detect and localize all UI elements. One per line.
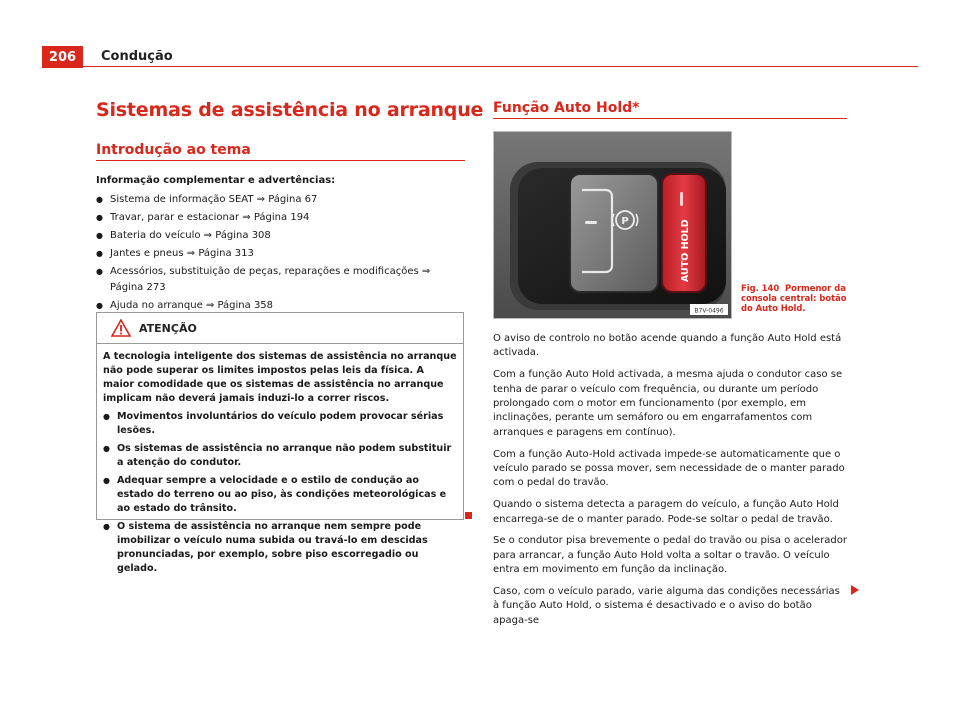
svg-text:P: P	[621, 216, 629, 227]
list-item: ● Travar, parar e estacionar ⇒ Página 194	[96, 210, 466, 226]
chapter-title: Condução	[101, 49, 173, 64]
section-end-marker	[465, 512, 472, 519]
list-item: ● Bateria do veículo ⇒ Página 308	[96, 228, 466, 244]
auto-hold-label: AUTO HOLD	[680, 219, 691, 282]
warning-title: ATENÇÃO	[139, 321, 197, 335]
warning-box	[96, 312, 464, 574]
console-photo	[494, 132, 731, 318]
info-heading: Informação complementar e advertências:	[96, 175, 336, 186]
continue-arrow-icon	[850, 585, 860, 595]
right-column	[493, 332, 847, 636]
body-paragraph: Quando o sistema detecta a paragem do veículo, a função Auto Hold encarrega-se de o manter parado. Pode-se soltar o pedal de travão.	[493, 499, 839, 525]
warning-item: ● O sistema de assistência no arranque nem sempre pode imobilizar o veículo numa subida ou travá-lo em descidas pronunciadas, por exemplo, sobre piso escorregadio ou gelado.	[103, 520, 457, 576]
header-rule	[83, 66, 918, 67]
reference-list	[96, 192, 466, 314]
body-paragraph: Se o condutor pisa brevemente o pedal do travão ou pisa o acelerador para arrancar, a função Auto Hold volta a soltar o travão. O veículo entra em movimento em função da inclinação.	[493, 535, 848, 576]
page-number: 206	[42, 46, 83, 68]
warning-item: ● Os sistemas de assistência no arranque não podem substituir a atenção do condutor.	[103, 442, 457, 470]
left-column	[96, 173, 466, 316]
list-item: ● Sistema de informação SEAT ⇒ Página 67	[96, 192, 466, 208]
warning-body	[97, 344, 463, 576]
body-paragraph: Caso, com o veículo parado, varie alguma das condições necessárias à função Auto Hold, o sistema é desactivado e o aviso do botão apaga-se	[493, 586, 840, 626]
section-subtitle: Introdução ao tema	[96, 142, 251, 158]
figure-caption-text: Pormenor da consola central: botão do Auto Hold.	[741, 283, 847, 313]
figure-auto-hold	[493, 131, 732, 319]
list-item: ● Jantes e pneus ⇒ Página 313	[96, 246, 466, 262]
list-item: ● Ajuda no arranque ⇒ Página 358	[96, 298, 466, 314]
section-title-rule	[493, 118, 847, 119]
warning-header	[97, 313, 463, 344]
warning-item: ● Adequar sempre a velocidade e o estilo de condução ao estado do terreno ou ao piso, às condições meteorológicas e ao estado do trânsito.	[103, 474, 457, 516]
figure-caption	[741, 283, 851, 313]
warning-item: ● Movimentos involuntários do veículo podem provocar sérias lesões.	[103, 410, 457, 438]
body-paragraph: Com a função Auto Hold activada, a mesma ajuda o condutor caso se tenha de parar o veículo com frequência, ou durante um período prolongado com o motor em funcionamento (por exemplo, em inclinações, perante um semáforo ou em engarrafamentos com arranques e paragens em contínuo).	[493, 369, 843, 438]
figure-code: B7V-0496	[694, 307, 724, 315]
body-paragraph: Com a função Auto-Hold activada impede-se automaticamente que o veículo parado se possa mover, sem necessidade de o manter parado com o pedal do travão.	[493, 448, 845, 489]
list-item: ● Acessórios, substituição de peças, reparações e modificações ⇒ Página 273	[96, 264, 466, 296]
body-paragraph: O aviso de controlo no botão acende quando a função Auto Hold está activada.	[493, 333, 842, 359]
warning-triangle-icon	[111, 319, 131, 337]
warning-intro: A tecnologia inteligente dos sistemas de assistência no arranque não pode superar os limites impostos pelas leis da física. A maior comodidade que os sistemas de assistência no arranque implicam não deverá jamais induzi-lo a correr riscos.	[103, 351, 457, 404]
figure-label: Fig. 140	[741, 283, 780, 293]
main-title: Sistemas de assistência no arranque	[96, 99, 484, 121]
section-title: Função Auto Hold*	[493, 100, 640, 116]
subtitle-rule	[96, 160, 465, 161]
